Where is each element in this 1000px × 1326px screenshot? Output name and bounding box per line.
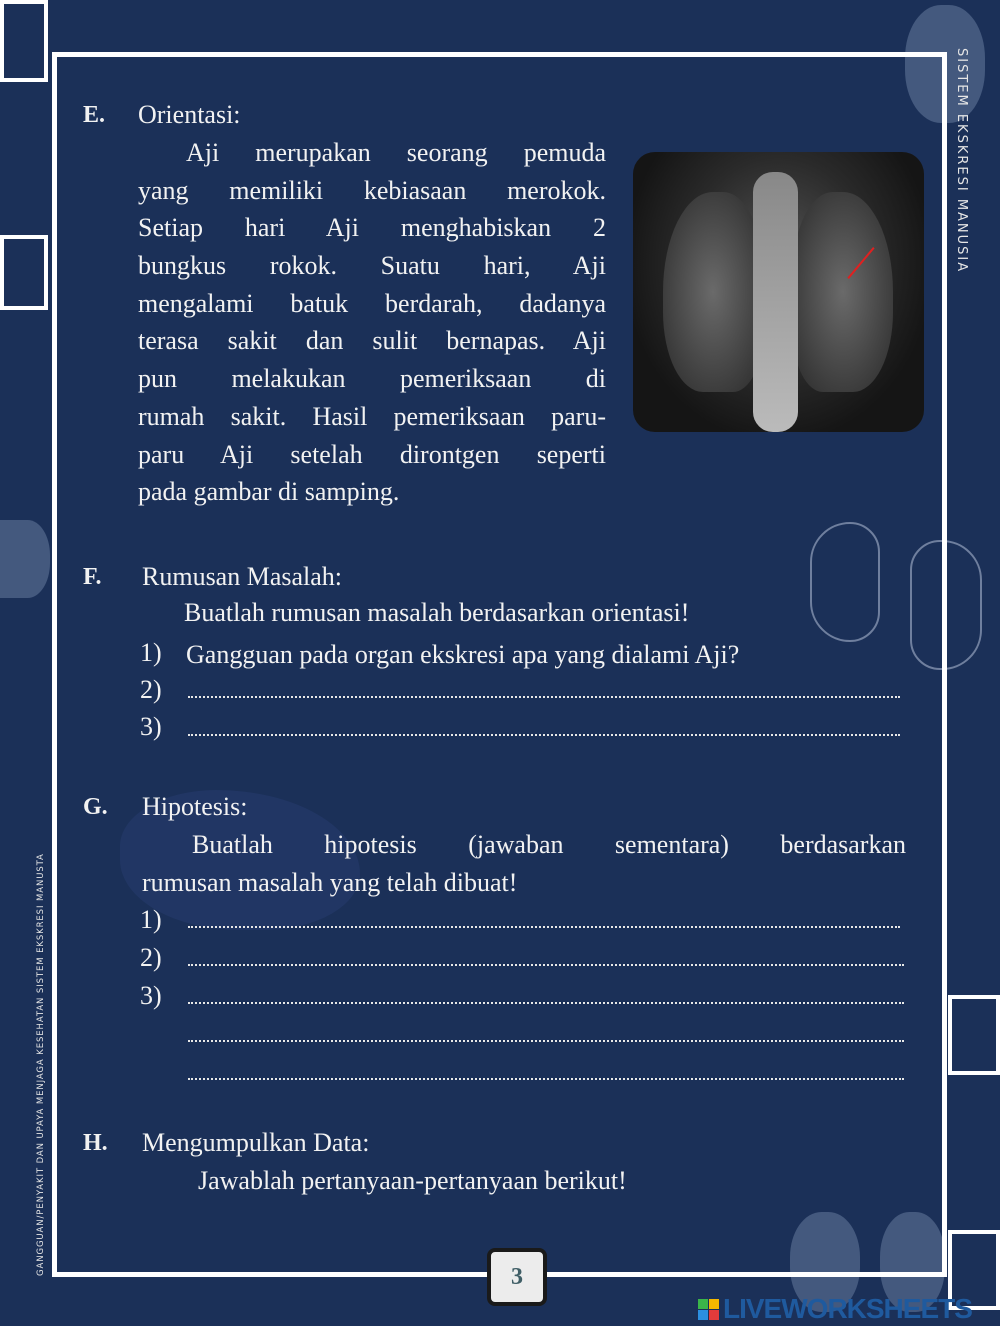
orientation-line: pun melakukan pemeriksaan di	[138, 364, 606, 393]
side-title-left: GANGGUAN/PENYAKIT DAN UPAYA MENJAGA KESEHATAN SISTEM EKSKRESI MANUSTA	[36, 853, 46, 1276]
question-number: 1)	[140, 638, 162, 667]
answer-line[interactable]	[188, 926, 900, 928]
orientation-line: Aji merupakan seorang pemuda	[186, 138, 606, 167]
section-h-title: Mengumpulkan Data:	[142, 1128, 370, 1157]
hypothesis-instruction: rumusan masalah yang telah dibuat!	[142, 868, 518, 897]
answer-line[interactable]	[188, 1078, 904, 1080]
section-g-letter: G.	[83, 794, 108, 820]
section-f-instruction: Buatlah rumusan masalah berdasarkan orientasi!	[184, 598, 690, 627]
section-e-letter: E.	[83, 102, 106, 128]
kidney-decoration	[0, 520, 50, 598]
maze-decoration	[0, 0, 48, 82]
liveworksheets-logo	[698, 1293, 972, 1325]
question-text: Gangguan pada organ ekskresi apa yang dialami Aji?	[186, 640, 740, 669]
answer-line[interactable]	[188, 1040, 904, 1042]
orientation-line: terasa sakit dan sulit bernapas. Aji	[138, 326, 606, 355]
hypothesis-number: 2)	[140, 943, 162, 972]
chest-xray-image	[633, 152, 924, 432]
answer-line[interactable]	[188, 696, 900, 698]
orientation-line: mengalami batuk berdarah, dadanya	[138, 289, 606, 318]
answer-line[interactable]	[188, 734, 900, 736]
answer-line[interactable]	[188, 964, 904, 966]
page-number: 3	[487, 1248, 547, 1306]
section-g-title: Hipotesis:	[142, 792, 248, 821]
maze-decoration	[0, 235, 48, 310]
section-f-title: Rumusan Masalah:	[142, 562, 343, 591]
maze-decoration	[948, 995, 1000, 1075]
orientation-line: bungkus rokok. Suatu hari, Aji	[138, 251, 606, 280]
orientation-line: Setiap hari Aji menghabiskan 2	[138, 213, 606, 242]
question-number: 2)	[140, 675, 162, 704]
side-title-right: SISTEM EKSKRESI MANUSIA	[954, 48, 969, 274]
section-e-title: Orientasi:	[138, 100, 241, 129]
orientation-line: yang memiliki kebiasaan merokok.	[138, 176, 606, 205]
hypothesis-number: 3)	[140, 981, 162, 1010]
section-h-instruction: Jawablah pertanyaan-pertanyaan berikut!	[198, 1166, 627, 1195]
orientation-line: paru Aji setelah dirontgen seperti	[138, 440, 606, 469]
hypothesis-number: 1)	[140, 905, 162, 934]
orientation-line: rumah sakit. Hasil pemeriksaan paru-	[138, 402, 606, 431]
question-number: 3)	[140, 712, 162, 741]
watermark-text: LIVEWORKSHEETS	[723, 1293, 972, 1324]
section-f-letter: F.	[83, 564, 102, 590]
section-h-letter: H.	[83, 1130, 108, 1156]
answer-line[interactable]	[188, 1002, 904, 1004]
hypothesis-instruction: Buatlah hipotesis (jawaban sementara) berdasarkan	[192, 830, 906, 859]
orientation-line: pada gambar di samping.	[138, 477, 400, 506]
